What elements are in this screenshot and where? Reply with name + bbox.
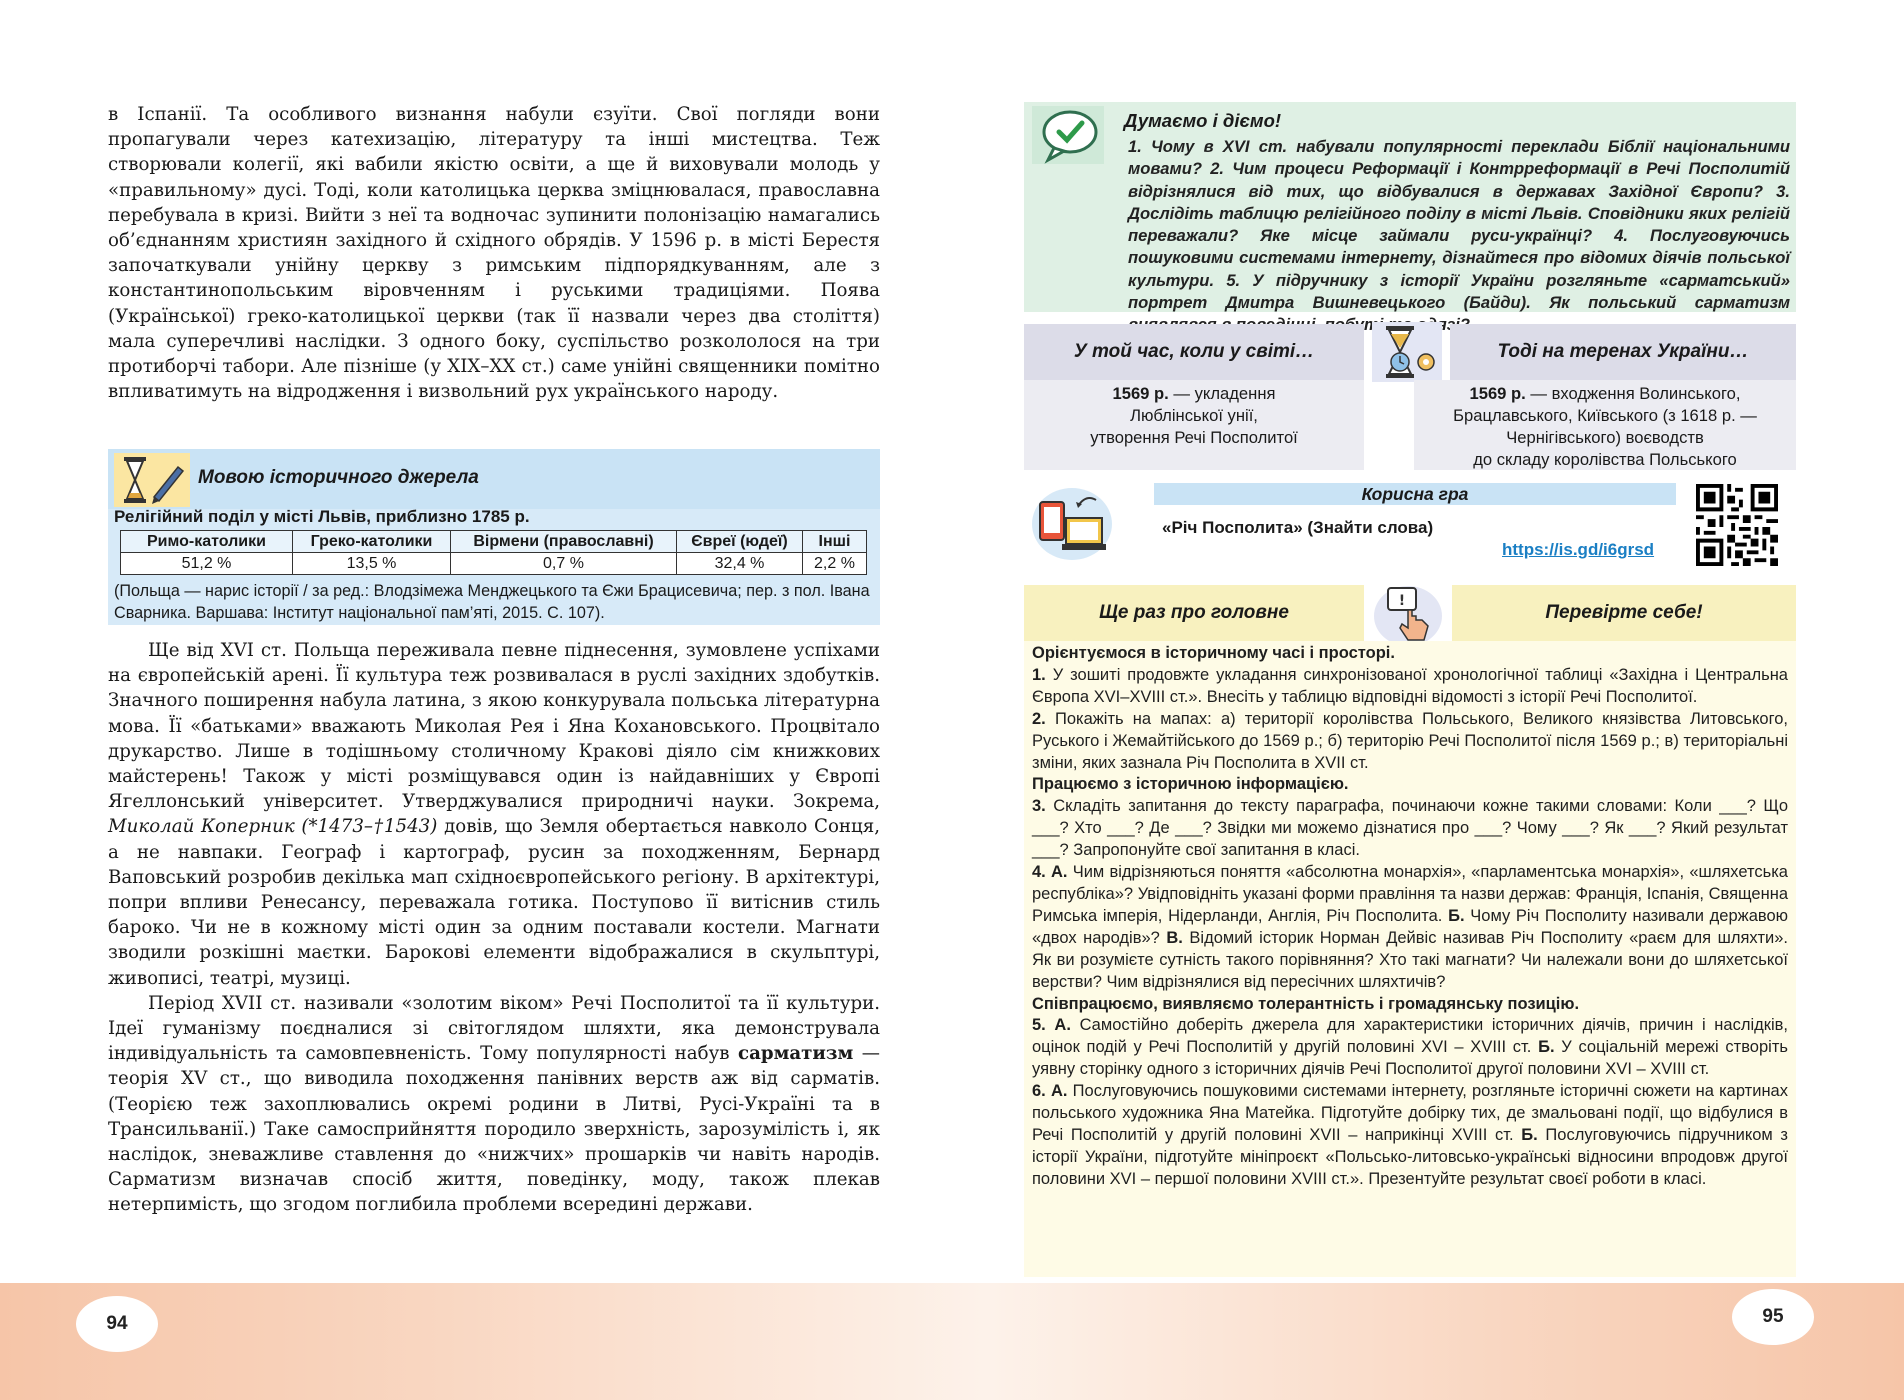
self-check-heading: Перевірте себе! bbox=[1452, 585, 1796, 641]
paragraph-text: в Іспанії. Та особливого визнання набули єзуїти. Свої погляди вони пропагували через катехизацію, літературу та інші мистецтва. Теж створювали колегії, які вабили якістю освіти, а ще й виховували молодь у «правильному» дусі. Тоді, коли католицька церква зміцнювалася, православна перебувала в кризі. Вийти з неї та водночас зупинити полонізацію намагались об’єднанням християн західного й східного обрядів. У 1596 р. в місті Берестя започаткували унійну церкву з римським підпорядкуванням, але з константинопольським віровченням і руськими традиціями. Поява (Української) греко-католицької церкви (так її назвали через два століття) мала суперечливі наслідки. З одного боку, суспільство розкололося на три протиборчі табори. Але пізніше (у XIX–XX ст.) саме унійні священники помітно впливатимуть на відродження і визвольний рух українського народу. bbox=[108, 104, 880, 403]
page-number-left: 94 bbox=[76, 1296, 158, 1352]
event-year: 1569 р. bbox=[1469, 384, 1526, 403]
event-line bbox=[1414, 383, 1796, 405]
task-item bbox=[1032, 665, 1788, 709]
event-line: Чернігівського) воєводств bbox=[1506, 428, 1704, 447]
question-text: Послуговуючись пошуковими системами інтернету, дізнайтеся про відомих діячів польської культури. bbox=[1128, 226, 1790, 290]
tasks-panel bbox=[1024, 641, 1796, 1277]
hand-tap-icon bbox=[1372, 582, 1444, 648]
task-item bbox=[1032, 1081, 1788, 1191]
task-text: Чим відрізняються поняття «абсолютна монархія», «парламентська монархія», «шляхетська республіка»? Увідповідніть указані форми правління та назви держав: Франція, Іспанія, Священна Римська імперія, Нідерланди, Англія, Річ Посполита. bbox=[1032, 863, 1788, 925]
event-line: Брацлавського, Київського (з 1618 р. — bbox=[1453, 406, 1757, 425]
source-title: Мовою історичного джерела bbox=[198, 467, 479, 488]
table-header-row bbox=[121, 531, 867, 553]
task-number: 6. А. bbox=[1032, 1082, 1068, 1101]
task-text: Покажіть на мапах: а) території королівства Польського, Великого князівства Литовського, Руського і Жемайтійського до 1569 р.; б) територію Речі Посполитої після 1569 р.; в) територіальні зміни, яких зазнала Річ Посполита в XVII ст. bbox=[1032, 709, 1788, 772]
event-year: 1569 р. bbox=[1112, 384, 1169, 403]
task-item bbox=[1032, 709, 1788, 775]
text-run: довів, що Земля обертається навколо Сонця, а не навпаки. Географ і картограф, русин за походженням, Бернард Ваповський розробив декілька мап східноєвропейського регіону. В архітектурі, попри впливи Ренесансу, переважала готика. Поступово її витіснив стиль бароко. Чи не в кожному місті один за одним поставали костели. Магнати зводили розкішні маєтки. Барокові елементи відображалися в скульптурі, живописі, театрі, музиці. bbox=[108, 816, 880, 989]
table-cell: 0,7 % bbox=[451, 553, 677, 575]
bold-term: сарматизм bbox=[738, 1043, 854, 1065]
question-line bbox=[1032, 136, 1790, 337]
left-paragraph-1 bbox=[108, 102, 880, 404]
paragraph-text bbox=[108, 638, 880, 991]
task-number: Б. bbox=[1538, 1038, 1555, 1057]
timeline-ukraine-event bbox=[1414, 380, 1796, 470]
task-number: Б. bbox=[1448, 906, 1465, 925]
think-and-act-box bbox=[1024, 102, 1796, 335]
text-run: Ще від XVI ст. Польща переживала певне піднесення, зумовлене успіхами на європейській арені. Її культура теж розвивалася в руслі західних здобутків. Значного поширення набула латина, з якою конкурувала польська літературна мова. Її «батьками» вважають Миколая Рея і Яна Кохановського. Процвітало друкарство. Лише в тодішньому столичному Кракові діяло сім книжкових майстерень! Також у місті розміщувався один із найдавніших у Європі Ягеллонський університет. Утверджувалися природничі науки. Зокрема, bbox=[108, 640, 880, 813]
table-header: Римо-католики bbox=[121, 531, 293, 553]
timeline-ukraine-heading: Тоді на теренах України… bbox=[1450, 324, 1796, 380]
task-number: 2. bbox=[1032, 709, 1046, 728]
left-paragraphs-2-3 bbox=[108, 638, 880, 1218]
question-number: 1. bbox=[1128, 137, 1142, 156]
task-number: Б. bbox=[1521, 1125, 1538, 1144]
task-section-heading: Співпрацюємо, виявляємо толерантність і громадянську позицію. bbox=[1032, 994, 1580, 1013]
question-number: 4. bbox=[1614, 226, 1628, 246]
event-text: — укладення bbox=[1168, 384, 1276, 403]
game-name: «Річ Посполита» (Знайти слова) bbox=[1162, 518, 1434, 537]
religion-table bbox=[120, 530, 867, 575]
question-number: 2. bbox=[1210, 159, 1225, 179]
question-text: У підручнику з історії України розгляньте «сарматський» портрет Дмитра Вишневецького (Байди). Як польський сарматизм одязі? bbox=[1128, 270, 1790, 335]
task-text: Послуговуючись підручником з історії України, підготуйте мініпроєкт «Польсько-литовсько-українські відносини впродовж другої половини XVI – першої половини XVIII ст.». Презентуйте результат своєї роботи в класі. bbox=[1032, 1125, 1788, 1188]
game-link[interactable]: https://is.gd/i6grsd bbox=[1502, 540, 1655, 559]
think-questions bbox=[1032, 136, 1790, 337]
task-number: 5. А. bbox=[1032, 1016, 1071, 1035]
event-line bbox=[1024, 383, 1364, 405]
task-text: Чому Річ Посполиту називали державою «двох народів»? bbox=[1032, 906, 1788, 947]
event-text: — входження Волинського, bbox=[1525, 384, 1741, 403]
task-number: 4. А. bbox=[1032, 863, 1068, 882]
table-cell: 32,4 % bbox=[677, 553, 803, 575]
question-text: Чим процеси Реформації і Контрреформації в Речі Посполитій відрізнялися від тих, що відбувалися в державах Західної Європи? bbox=[1128, 159, 1790, 201]
summary-heading: Ще раз про головне bbox=[1024, 585, 1364, 641]
question-text: Дослідіть таблицю релігійного поділу в місті Львів. Сповідники яких релігій переважали? Яке місце займали руси-українці? bbox=[1128, 203, 1790, 246]
event-line: утворення Речі Посполитої bbox=[1090, 428, 1298, 447]
question-text: Чому в XVI ст. набували популярності переклади Біблії національними мовами? bbox=[1128, 137, 1790, 179]
think-title: Думаємо і діємо! bbox=[1124, 110, 1282, 131]
timeline-world-event bbox=[1024, 380, 1364, 470]
historical-source-box bbox=[108, 449, 880, 625]
hourglass-clock-icon bbox=[1372, 322, 1442, 382]
table-header: Вірмени (православні) bbox=[451, 531, 677, 553]
question-number: 3. bbox=[1776, 181, 1790, 201]
event-line: до складу королівства Польського bbox=[1473, 450, 1737, 469]
source-citation: (Польща — нарис історії / за ред.: Влодзімежа Менджецького та Єжи Брацисевича; пер. з пол. Івана Сварника. Варшава: Інститут національної пам’яті, 2015. С. 107). bbox=[114, 582, 870, 622]
task-text: Самостійно доберіть джерела для характеристики історичних діячів, причин і наслідків, оцінок подій у Речі Посполитій у другій половині XVI – XVIII ст. bbox=[1032, 1016, 1788, 1057]
question-number: 5. bbox=[1226, 270, 1241, 290]
task-text: У зошиті продовжте укладання синхронізованої хронологічної таблиці «Західна і Центральна Європа XVI–XVIII ст.». Внесіть у таблицю відповідні відомості з історії Речі Посполитої. bbox=[1032, 665, 1788, 706]
task-text: У соціальній мережі створіть уявну сторінку одного з історичних діячів Речі Посполитої другої половини XVI – XVIII ст. bbox=[1032, 1038, 1788, 1079]
text-run: — теорія XV ст., що виводила походження панівних верств аж від сарматів. (Теорією теж захоплювались окремі родини в Литві, Русі-Україні та в Трансильванії.) Таке самосприйняття породило зверхність, зарозумілість і, як наслідок, зневажливе ставлення до «нижчих» прошарків чи навіть народів. Сарматизм визначав спосіб життя, поведінку, моду, також плекав нетерпимість, що згодом поглибила проблеми всередині держави. bbox=[108, 1043, 880, 1216]
table-header: Греко-католики bbox=[293, 531, 451, 553]
table-cell: 13,5 % bbox=[293, 553, 451, 575]
timeline-world-heading: У той час, коли у світі… bbox=[1024, 324, 1364, 380]
tablet-computer-icon bbox=[1030, 484, 1114, 562]
useful-game-heading: Корисна гра bbox=[1154, 483, 1676, 505]
table-header: Євреї (юдеї) bbox=[677, 531, 803, 553]
task-item bbox=[1032, 796, 1788, 862]
task-section-heading: Працюємо з історичною інформацією. bbox=[1032, 775, 1349, 794]
table-cell: 51,2 % bbox=[121, 553, 293, 575]
table-header: Інші bbox=[803, 531, 867, 553]
task-number: В. bbox=[1166, 928, 1183, 947]
event-line: Люблінської унії, bbox=[1130, 406, 1258, 425]
table-cell: 2,2 % bbox=[803, 553, 867, 575]
paragraph-text bbox=[108, 991, 880, 1218]
qr-code-icon[interactable] bbox=[1696, 484, 1778, 566]
page-number-right: 95 bbox=[1732, 1289, 1814, 1345]
text-run: Період XVII ст. називали «золотим віком» Речі Посполитої та її культури. Ідеї гуманізму поєдналися зі світоглядом шляхти, яка демонструвала індивідуальність та самовпевненість. Тому популярності набув bbox=[108, 992, 880, 1065]
task-item bbox=[1032, 1015, 1788, 1081]
italic-name: Миколай Коперник (*1473–†1543) bbox=[108, 816, 438, 838]
svg-text:!: ! bbox=[1398, 593, 1406, 609]
task-text: Складіть запитання до тексту параграфа, починаючи кожне такими словами: Коли ___? Що ___? Хто ___? Де ___? Звідки ми можемо дізнатися про ___? Чому ___? Як ___? Який результат ___? Запропонуйте свої запитання в класі. bbox=[1032, 797, 1788, 860]
task-number: 1. bbox=[1032, 665, 1046, 684]
task-item bbox=[1032, 862, 1788, 993]
task-number: 3. bbox=[1032, 797, 1046, 816]
task-section-heading: Орієнтуємося в історичному часі і просторі. bbox=[1032, 644, 1395, 662]
task-text: Відомий історик Норман Дейвіс називав Річ Посполиту «раєм для шляхти». Як ви розумієте сутність такого порівняння? Хто такі магнати? Чи належали вони до шляхетської верстви? Чим відрізнялися від пересічних шляхтичів? bbox=[1032, 928, 1788, 991]
task-text: Послуговуючись пошуковими системами інтернету, розгляньте історичні сюжети на картинах польського художника Яна Матейка. Підготуйте добірку тих, де змальовані події, що відбулися в Речі Посполитій у другій половині XVII – наприкінці XVIII ст. bbox=[1032, 1082, 1788, 1144]
source-subtitle: Релігійний поділ у місті Львів, приблизно 1785 р. bbox=[114, 507, 530, 526]
table-row bbox=[121, 553, 867, 575]
hourglass-pen-icon bbox=[114, 453, 190, 507]
